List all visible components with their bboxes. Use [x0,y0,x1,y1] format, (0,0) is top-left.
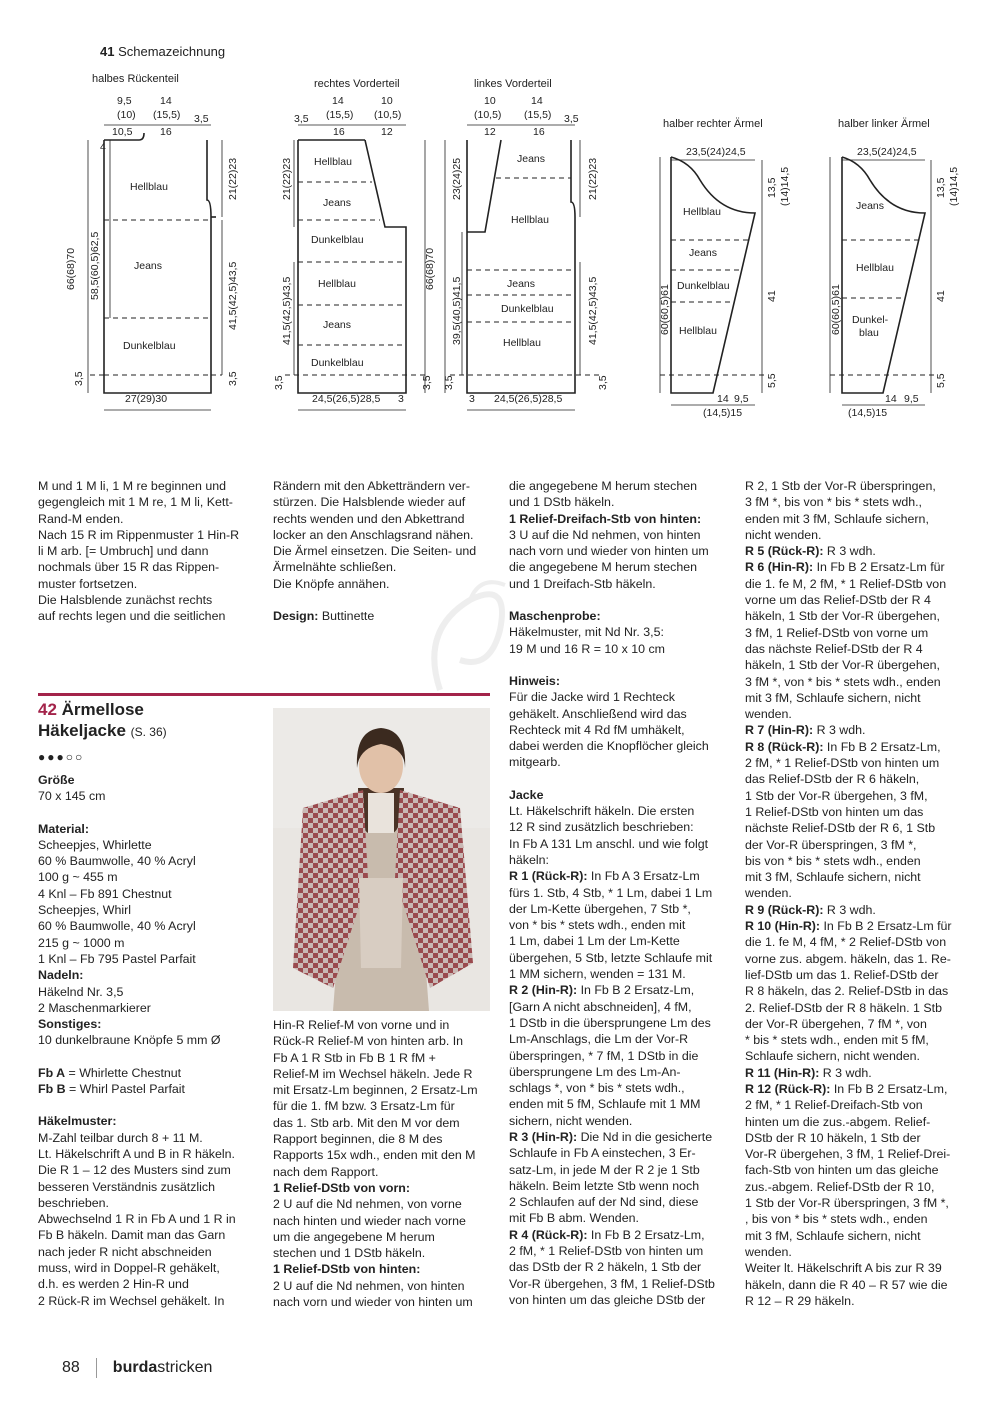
brand-name [113,1359,213,1376]
m-9-5: 9,5 [117,95,132,107]
col2b-h1: 1 Relief-DStb von vorn: [273,1180,410,1195]
col3-h4: Jacke [509,787,544,802]
text-column-2b [273,1017,498,1310]
footer-divider [96,1358,97,1378]
m-66-68-70-back: 66(68)70 [65,247,77,290]
m-41-5-lv: 41,5(42,5)43,5 [587,276,599,345]
color-jeans-rv1: Jeans [323,197,352,209]
color-dunkelblau-lv: Dunkelblau [501,303,554,315]
col2b-text: Hin-R Relief-M von vorne und in Rück-R Relief-M von hinten arb. In Fb A 1 R Stb in Fb B 1 R fM + Relief-M im Wechsel häkeln. Jede R mit Ersatz-Lm beginnen, 2 Ersatz-Lm für die 1. fM bzw. 3 Ersatz-Lm für das 1. Stb arb. Mit den M vor dem Rapport beginnen, die 8 M des Rapports 15x wdh., enden mit den M nach dem Rapport. [273,1018,478,1179]
m-3-5-top: 3,5 [194,113,209,125]
m-3-5-back-l: 3,5 [73,371,85,386]
section-title-2: Häkeljacke [38,721,126,740]
color-hellblau-lv1: Hellblau [511,214,549,226]
col3-t4: Lt. Häkelschrift häkeln. Die ersten 12 R sind zusätzlich beschrieben: In Fb A 131 Lm anschl. und wie folgt häkeln: [509,804,709,867]
m-14: 14 [160,95,172,107]
m-14-la: 14 [885,393,897,405]
m-24-5-rv: 24,5(26,5)28,5 [312,393,381,405]
fb-a-value: = Whirlette Chestnut [65,1065,182,1080]
m-21-22-23-rv: 21(22)23 [281,157,293,200]
m-3-5-rv-l: 3,5 [273,375,285,390]
nadeln-value: Häkelnd Nr. 3,5 2 Maschenmarkierer [38,984,151,1015]
color-jeans-back: Jeans [134,260,163,272]
col4-r8 [745,739,975,902]
r5-text: R 3 wdh. [823,544,876,559]
text-column-1 [38,478,263,625]
col3-h1: 1 Relief-Dreifach-Stb von hinten: [509,511,702,526]
color-jeans-la: Jeans [856,200,885,212]
section-number: 42 [38,700,57,719]
page-number: 88 [62,1359,80,1377]
fb-b-line [38,1081,263,1097]
m-14-lv: 14 [531,95,543,107]
m-23-24-25-lv: 23(24)25 [451,157,463,200]
r3-label: R 3 (Hin-R): [509,1129,578,1144]
r3-text: Die Nd in die gesicherte Schlaufe in Fb A einstechen, 3 Er- satz-Lm, in jede M der R 2 je 1 Stb häkeln. Beim letzte Stb wenn noch 2 Schlaufen auf der Nd sind, diese mit Fb B abm. Wenden. [509,1129,713,1226]
m-14-14-5-la: (14)14,5 [948,166,960,206]
label-rechtes-vorderteil: rechtes Vorderteil [314,78,400,90]
col3-h3: Hinweis: [509,673,560,688]
color-hellblau-lv2: Hellblau [503,337,541,349]
col3-t3: Für die Jacke wird 1 Rechteck gehäkelt. Anschließend wird das Rechteck mit 4 Rd fM umhäkelt, dabei werden die Knopflöcher gleich mitgearb. [509,690,709,770]
m-39-5-lv: 39,5(40,5)41,5 [451,276,463,345]
m-66-68-70-lv: 66(68)70 [424,247,436,290]
sonstiges-label: Sonstiges: [38,1017,102,1032]
m-24-5-lv: 24,5(26,5)28,5 [494,393,563,405]
m-41-5-back: 41,5(42,5)43,5 [227,261,239,330]
m-12-lv: 12 [484,126,496,138]
m-23-5-ra: 23,5(24)24,5 [686,146,746,158]
m-15-5-lv: (15,5) [524,109,552,121]
color-jeans-ra: Jeans [689,247,718,259]
color-jeans-lv2: Jeans [507,278,536,290]
m-14-14-5-ra: (14)14,5 [779,166,791,206]
m-14-5-15-la: (14,5)15 [848,407,888,419]
r7-text: R 3 wdh. [813,723,866,738]
schematic-title-text: Schemazeichnung [118,44,226,59]
m-9-5-ra: 9,5 [734,393,749,405]
col2b-t2: 2 U auf die Nd nehmen, von hinten nach vorn und wieder von hinten um [273,1278,473,1310]
r1-text: In Fb A 3 Ersatz-Lm fürs 1. Stb, 4 Stb, * 1 Lm, dabei 1 Lm der Lm-Kette übergehen, 7 Stb *, von * bis * stets wdh., enden mit 1 Lm, dabei 1 Lm der Lm-Kette übergehen, 5 Stb, letzte Schlaufe mit 1 MM sichern, wenden = 131 M. [509,869,713,982]
fb-a-line [38,1065,263,1081]
r2-text: In Fb B 2 Ersatz-Lm, [Garn A nicht abschneiden], 4 fM, 1 DStb in die übersprungene Lm des Lm-Anschlags, die Lm der Vor-R überspringen, * 7 fM, 1 DStb in die übersprungene Lm des Lm-An- schlags *, von * bis * stets wdh., enden mit 5 fM, Schlaufe mit 1 MM sichern, nicht wenden. [509,983,711,1128]
m-10-5-lv: (10,5) [474,109,502,121]
m-13-5-ra: 13,5 [766,177,778,198]
m-3-5-rv: 3,5 [294,113,309,125]
col4-r7 [745,722,975,738]
r6-label: R 6 (Hin-R): [745,560,814,575]
m-10-rv: 10 [381,95,393,107]
m-14-5-15-ra: (14,5)15 [703,407,743,419]
m-3-5-back-r: 3,5 [227,371,239,386]
col3-t2: Häkelmuster, mit Nd Nr. 3,5: 19 M und 16 R = 10 x 10 cm [509,625,666,656]
color-dunkelblau-rv2: Dunkelblau [311,357,364,369]
m-58-5: 58,5(60,5)62,5 [89,231,101,300]
col2-text: Rändern mit den Abketträndern ver- stürzen. Die Halsblende wieder auf rechts wenden und den Abkettrand locker an den Anschlagsrand nähen. Die Ärmel einsetzen. Die Seiten- und Ärmelnähte schließen. Die Knöpfe annähen. [273,479,477,591]
col3-r4 [509,1227,734,1308]
label-halber-rechter-aermel: halber rechter Ärmel [663,118,763,130]
col3-r3 [509,1129,734,1227]
col3-r2 [509,982,734,1129]
m-14-rv: 14 [332,95,344,107]
color-dunkelblau-ra: Dunkelblau [677,280,730,292]
col4-r5 [745,543,975,559]
col4-r11 [745,1065,975,1081]
r1-label: R 1 (Rück-R): [509,869,588,884]
color-hellblau-rv1: Hellblau [314,156,352,168]
col3-t0: die angegebene M herum stechen und 1 DStb häkeln. [509,479,698,510]
r12-label: R 12 (Rück-R): [745,1081,831,1096]
material-value: Scheepjes, Whirlette 60 % Baumwolle, 40 % Acryl 100 g ~ 455 m 4 Knl – Fb 891 Chestnut Scheepjes, Whirl 60 % Baumwolle, 40 % Acryl 215 g ~ 1000 m 1 Knl – Fb 795 Pastel Parfait [38,837,196,966]
m-16-rv: 16 [333,126,345,138]
r5-label: R 5 (Rück-R): [745,544,824,559]
r7-label: R 7 (Hin-R): [745,723,814,738]
schematic-number: 41 [100,44,115,59]
fb-b-value: = Whirl Pastel Parfait [65,1082,186,1097]
r9-text: R 3 wdh. [823,902,876,917]
color-hellblau-rv2: Hellblau [318,278,356,290]
nadeln-label: Nadeln: [38,968,84,983]
col4-t0: R 2, 1 Stb der Vor-R überspringen, 3 fM *, bis von * bis * stets wdh., enden mit 3 fM, Schlaufe sichern, nicht wenden. [745,479,936,542]
fb-a-label: Fb A [38,1065,66,1080]
design-label: Design: [273,609,319,624]
color-hellblau-la: Hellblau [856,262,894,274]
m-16: 16 [160,126,172,138]
m-12-rv: 12 [381,126,393,138]
m-21-22-23-back: 21(22)23 [227,157,239,200]
m-41-ra: 41 [766,290,778,302]
m-21-22-23-lv: 21(22)23 [587,157,599,200]
col2b-h2: 1 Relief-DStb von hinten: [273,1262,421,1277]
r10-text: In Fb B 2 Ersatz-Lm für die 1. fe M, 4 fM, * 2 Relief-DStb von vorne zus. abgem. häkeln, das 1. Re- lief-DStb um das 1. Relief-DStb der R 8 häkeln, das 2. Relief-DStb in das 2. Relief-DStb der R 8 häkeln. 1 Stb der Vor-R übergehen, 7 fM *, von * bis * stets wdh., enden mit 5 fM, Schlaufe sichern, nicht wenden. [745,919,952,1064]
m-13-5-la: 13,5 [935,177,947,198]
material-label: Material: [38,821,89,836]
color-hellblau-back: Hellblau [130,181,168,193]
design-value: Buttinette [318,609,375,624]
col3-r1 [509,868,734,982]
r12-text: In Fb B 2 Ersatz-Lm, 2 fM, * 1 Relief-Dreifach-Stb von hinten um die zus.-abgem. Relief- DStb der R 10 häkeln, 1 Stb der Vor-R übergehen, 3 fM, 1 Relief-Drei- fach-Stb von hinten um das gleiche zus.-abgem. Relief-DStb der R 10, 1 Stb der Vor-R überspringen, 3 fM *, , bis von * bis * stets wdh., enden mit 3 fM, Schlaufe sichern, nicht wenden. Weiter lt. Häkelschrift A bis zur R 39 häkeln, dann die R 40 – R 57 wie die R 12 – R 29 häkeln. [745,1081,951,1308]
difficulty-rating: ●●●○○ [38,750,85,764]
color-dunkel-la: Dunkel- [852,314,889,326]
m-16-lv: 16 [533,126,545,138]
color-hellblau-ra2: Hellblau [679,325,717,337]
label-halber-linker-aermel: halber linker Ärmel [838,118,930,130]
m-27-29-30: 27(29)30 [125,393,168,405]
r6-text: In Fb B 2 Ersatz-Lm für die 1. fe M, 2 fM, * 1 Relief-DStb von vorne um das Relief-DStb der R 4 häkeln, 1 Stb der Vor-R übergehen, 3 fM, 1 Relief-DStb von vorne um das nächste Relief-DStb der R 4 häkeln, 1 Stb der Vor-R übergehen, 3 fM *, von * bis * stets wdh., enden mit 3 fM, Schlaufe sichern, nicht wenden. [745,560,947,722]
col4-r6 [745,559,975,722]
col4-r9 [745,902,975,918]
col3-t1: 3 U auf die Nd nehmen, von hinten nach vorn und wieder von hinten um die angegebene M herum stechen und 1 Dreifach-Stb häkeln. [509,527,709,591]
haekelmuster-label: Häkelmuster: [38,1114,117,1129]
section-page-ref: (S. 36) [130,725,167,739]
section-header [38,699,167,743]
col4-r12 [745,1081,975,1309]
m-3-rv: 3 [398,393,404,405]
m-5-5-la: 5,5 [935,373,947,388]
m-9-5-la: 9,5 [904,393,919,405]
color-dunkelblau-rv1: Dunkelblau [311,234,364,246]
brand-bold: burda [112,1359,158,1377]
section-title-1: Ärmellose [61,700,144,719]
m-3-5-lv-r: 3,5 [597,375,609,390]
m-4: 4 [100,141,106,153]
m-10-5: 10,5 [112,126,133,138]
r11-label: R 11 (Hin-R): [745,1065,820,1080]
m-3-5-lv-l: 3,5 [443,375,455,390]
color-jeans-lv1: Jeans [517,153,546,165]
m-23-5-la: 23,5(24)24,5 [857,146,917,158]
col3-h2: Maschenprobe: [509,609,601,624]
m-41-la: 41 [935,290,947,302]
color-dunkelblau-back: Dunkelblau [123,340,176,352]
m-10-5-rv: (10,5) [374,109,402,121]
r4-text: In Fb B 2 Ersatz-Lm, 2 fM, * 1 Relief-DStb von hinten um das DStb der R 2 häkeln, 1 Stb der Vor-R übergehen, 3 fM, 1 Relief-DStb von hinten um das gleiche DStb der [509,1227,715,1307]
r4-label: R 4 (Rück-R): [509,1227,588,1242]
groesse-label: Größe [38,773,75,787]
m-60-61-ra: 60(60,5)61 [659,284,671,335]
brand-rest: stricken [157,1359,213,1377]
materials-column [38,772,263,1309]
m-14-ra: 14 [717,393,729,405]
r11-text: R 3 wdh. [819,1065,872,1080]
m-3-lv: 3 [469,393,475,405]
text-column-4 [745,478,975,1309]
model-photo [273,708,490,1011]
m-3-5-lv: 3,5 [564,113,579,125]
m-5-5-ra: 5,5 [766,373,778,388]
label-linkes-vorderteil: linkes Vorderteil [474,78,552,90]
fb-b-label: Fb B [38,1082,66,1097]
col1-text: M und 1 M li, 1 M re beginnen und gegengleich mit 1 M re, 1 M li, Kett- Rand-M enden. Nach 15 R im Rippenmuster 1 Hin-R li M arb. [= Umbruch] und dann nochmals über 15 R das Rippen- muster fortsetzen. Die Halsblende zunächst rechts auf rechts legen und die seitlichen [38,479,240,624]
color-jeans-rv2: Jeans [323,319,352,331]
haekelmuster-value: M-Zahl teilbar durch 8 + 11 M. Lt. Häkelschrift A und B in R häkeln. Die R 1 – 12 des Musters sind zum besseren Verständnis zusätzlich beschrieben. Abwechselnd 1 R in Fb A und 1 R in Fb B häkeln. Damit man das Garn nach jeder R nicht abschneiden muss, wird in Doppel-R gehäkelt, d.h. es werden 2 Hin-R und 2 Rück-R im Wechsel gehäkelt. In [38,1130,236,1308]
text-column-3 [509,478,734,1308]
m-41-5-rv: 41,5(42,5)43,5 [281,276,293,345]
color-hellblau-ra1: Hellblau [683,206,721,218]
color-blau-la: blau [859,327,879,339]
sonstiges-value: 10 dunkelbraune Knöpfe 5 mm Ø [38,1033,221,1048]
m-60-61-la: 60(60,5)61 [830,284,842,335]
r2-label: R 2 (Hin-R): [509,983,578,998]
col4-r10 [745,918,975,1065]
groesse-value: 70 x 145 cm [38,789,106,804]
m-15-5: (15,5) [153,109,181,121]
schematic-drawings [0,0,1000,460]
section-rule [38,693,490,696]
m-3-5-rv-r: 3,5 [421,375,433,390]
r9-label: R 9 (Rück-R): [745,902,824,917]
r8-label: R 8 (Rück-R): [745,739,824,754]
r8-text: In Fb B 2 Ersatz-Lm, 2 fM, * 1 Relief-DStb von hinten um das Relief-DStb der R 6 häkeln, 1 Stb der Vor-R übergehen, 3 fM, 1 Relief-DStb von hinten um das nächste Relief-DStb der R 6, 1 Stb der Vor-R überspringen, 3 fM *, bis von * bis * stets wdh., enden mit 3 fM, Schlaufe sichern, nicht wenden. [745,739,941,901]
m-15-5-rv: (15,5) [326,109,354,121]
m-10: (10) [117,109,136,121]
r10-label: R 10 (Hin-R): [745,919,821,934]
col2b-t1: 2 U auf die Nd nehmen, von vorne nach hinten und wieder nach vorne um die angegebene M herum stechen und 1 DStb häkeln. [273,1197,466,1261]
m-10-lv: 10 [484,95,496,107]
page-footer [62,1358,212,1378]
label-halbes-rueckenteil: halbes Rückenteil [92,73,179,85]
